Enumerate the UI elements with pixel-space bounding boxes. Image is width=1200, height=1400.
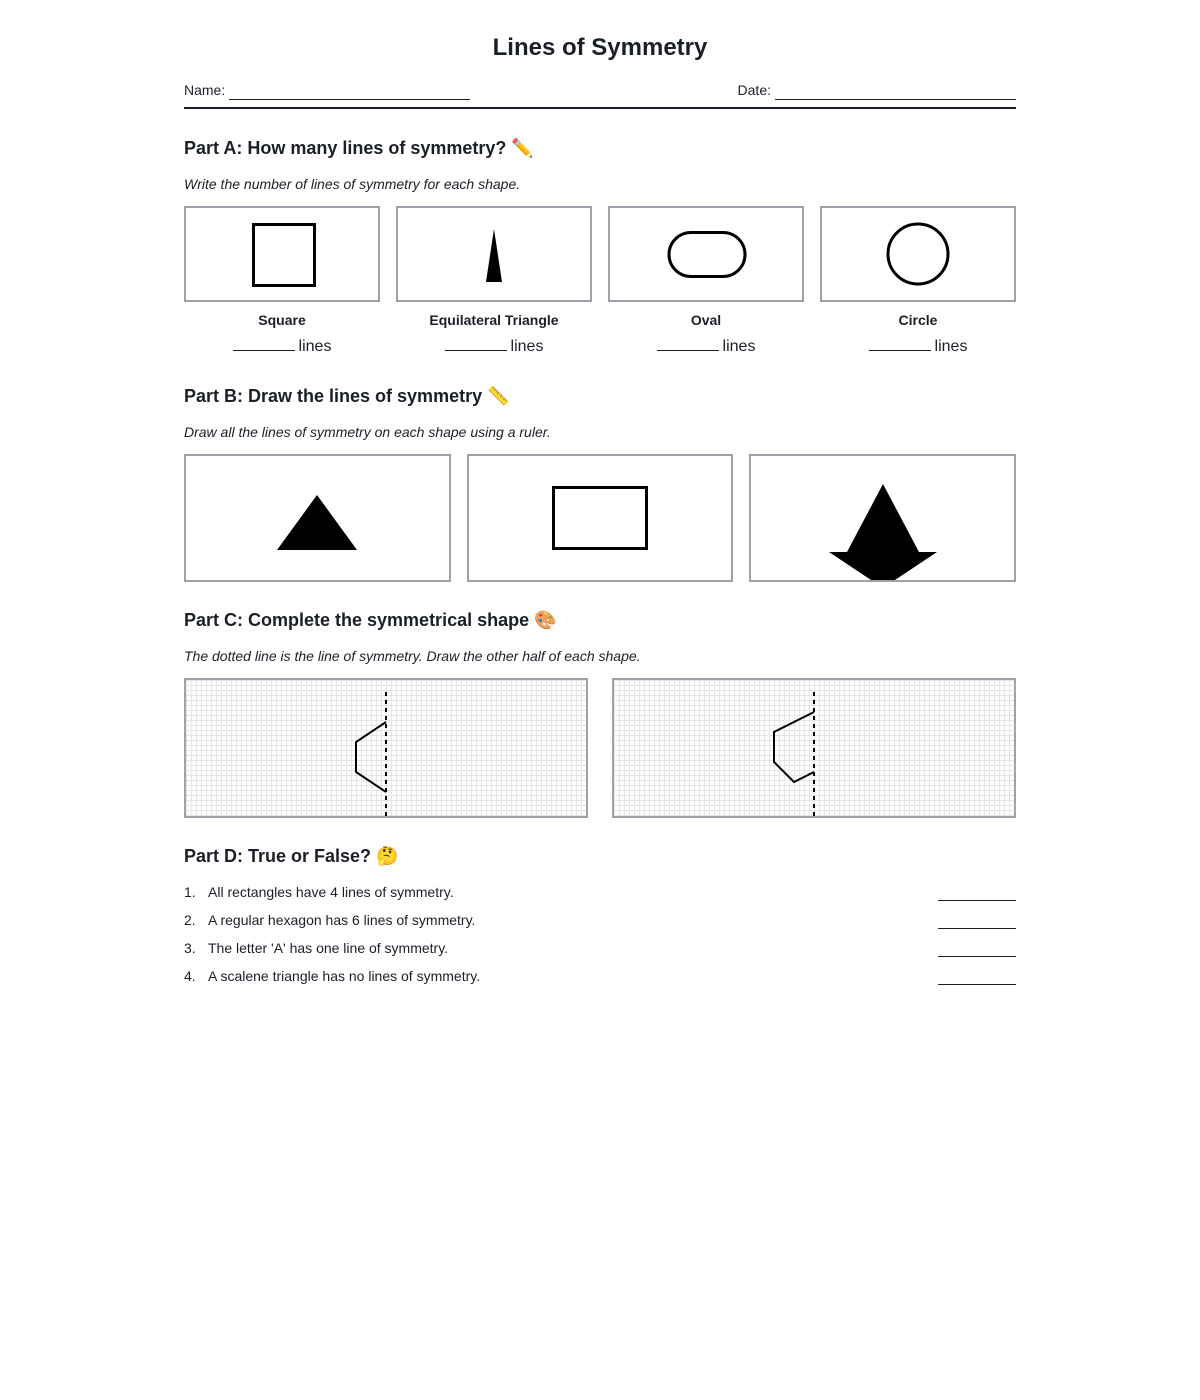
date-label: Date: — [737, 82, 771, 98]
part-a-card-3 — [608, 206, 804, 302]
answer-blank-line[interactable] — [657, 336, 719, 351]
item-number: 4. — [184, 968, 196, 984]
date-blank-line[interactable] — [775, 85, 1016, 100]
item-number: 1. — [184, 884, 196, 900]
header-fields — [184, 80, 1016, 100]
oval-shape-icon — [610, 208, 802, 300]
part-b-card-1[interactable] — [184, 454, 451, 582]
answer-blank-line[interactable] — [445, 336, 507, 351]
part-a-title: Part A: How many lines of symmetry? ✏️ — [184, 138, 534, 158]
shape-name: Square — [258, 312, 306, 328]
part-b-card-2[interactable] — [467, 454, 733, 582]
date-field[interactable] — [738, 80, 1016, 100]
rectangle-shape-icon — [469, 456, 731, 580]
answer-blank-line[interactable] — [938, 882, 1016, 901]
answer-blank-line[interactable] — [938, 966, 1016, 985]
answer-field[interactable] — [396, 336, 592, 357]
triangle-shape-icon — [398, 208, 590, 300]
shape-name: Equilateral Triangle — [429, 312, 559, 328]
part-b-card-3[interactable] — [749, 454, 1016, 582]
arrow-shape-icon — [751, 456, 1014, 580]
answer-blank-line[interactable] — [938, 910, 1016, 929]
page-title: Lines of Symmetry — [492, 34, 708, 61]
name-blank-line[interactable] — [229, 85, 470, 100]
part-a-card-4 — [820, 206, 1016, 302]
list-item — [184, 910, 1016, 930]
answer-unit: lines — [722, 338, 756, 355]
square-shape-icon — [186, 208, 378, 300]
part-b-instruction: Draw all the lines of symmetry on each shape using a ruler. — [184, 424, 551, 440]
answer-blank-line[interactable] — [938, 938, 1016, 957]
answer-field[interactable] — [820, 336, 1016, 357]
answer-field[interactable] — [608, 336, 804, 357]
half-shape-icon — [186, 680, 586, 816]
list-item — [184, 882, 1016, 902]
part-a-card-2 — [396, 206, 592, 302]
list-item — [184, 938, 1016, 958]
shape-name: Circle — [898, 312, 938, 328]
symmetry-grid-1[interactable] — [184, 678, 588, 818]
item-text: A regular hexagon has 6 lines of symmetry. — [208, 912, 476, 928]
circle-shape-icon — [822, 208, 1014, 300]
shape-name: Oval — [690, 312, 722, 328]
item-text: A scalene triangle has no lines of symmetry. — [208, 968, 481, 984]
answer-blank-line[interactable] — [233, 336, 295, 351]
symmetry-grid-2[interactable] — [612, 678, 1016, 818]
item-text: All rectangles have 4 lines of symmetry. — [208, 884, 454, 900]
list-item — [184, 966, 1016, 986]
answer-unit: lines — [298, 338, 332, 355]
part-a-instruction: Write the number of lines of symmetry for each shape. — [184, 176, 521, 192]
name-field[interactable] — [184, 80, 470, 100]
part-a-card-1 — [184, 206, 380, 302]
half-shape-icon — [614, 680, 1014, 816]
item-text: The letter 'A' has one line of symmetry. — [208, 940, 449, 956]
part-c-instruction: The dotted line is the line of symmetry. Draw the other half of each shape. — [184, 648, 641, 664]
answer-unit: lines — [934, 338, 968, 355]
answer-unit: lines — [510, 338, 544, 355]
header-divider — [184, 107, 1016, 109]
part-d-title: Part D: True or False? 🤔 — [184, 846, 399, 866]
triangle-shape-icon — [186, 456, 449, 580]
answer-blank-line[interactable] — [869, 336, 931, 351]
part-b-title: Part B: Draw the lines of symmetry 📏 — [184, 386, 510, 406]
item-number: 2. — [184, 912, 196, 928]
item-number: 3. — [184, 940, 196, 956]
name-label: Name: — [184, 82, 226, 98]
answer-field[interactable] — [184, 336, 380, 357]
part-c-title: Part C: Complete the symmetrical shape 🎨 — [184, 610, 557, 630]
